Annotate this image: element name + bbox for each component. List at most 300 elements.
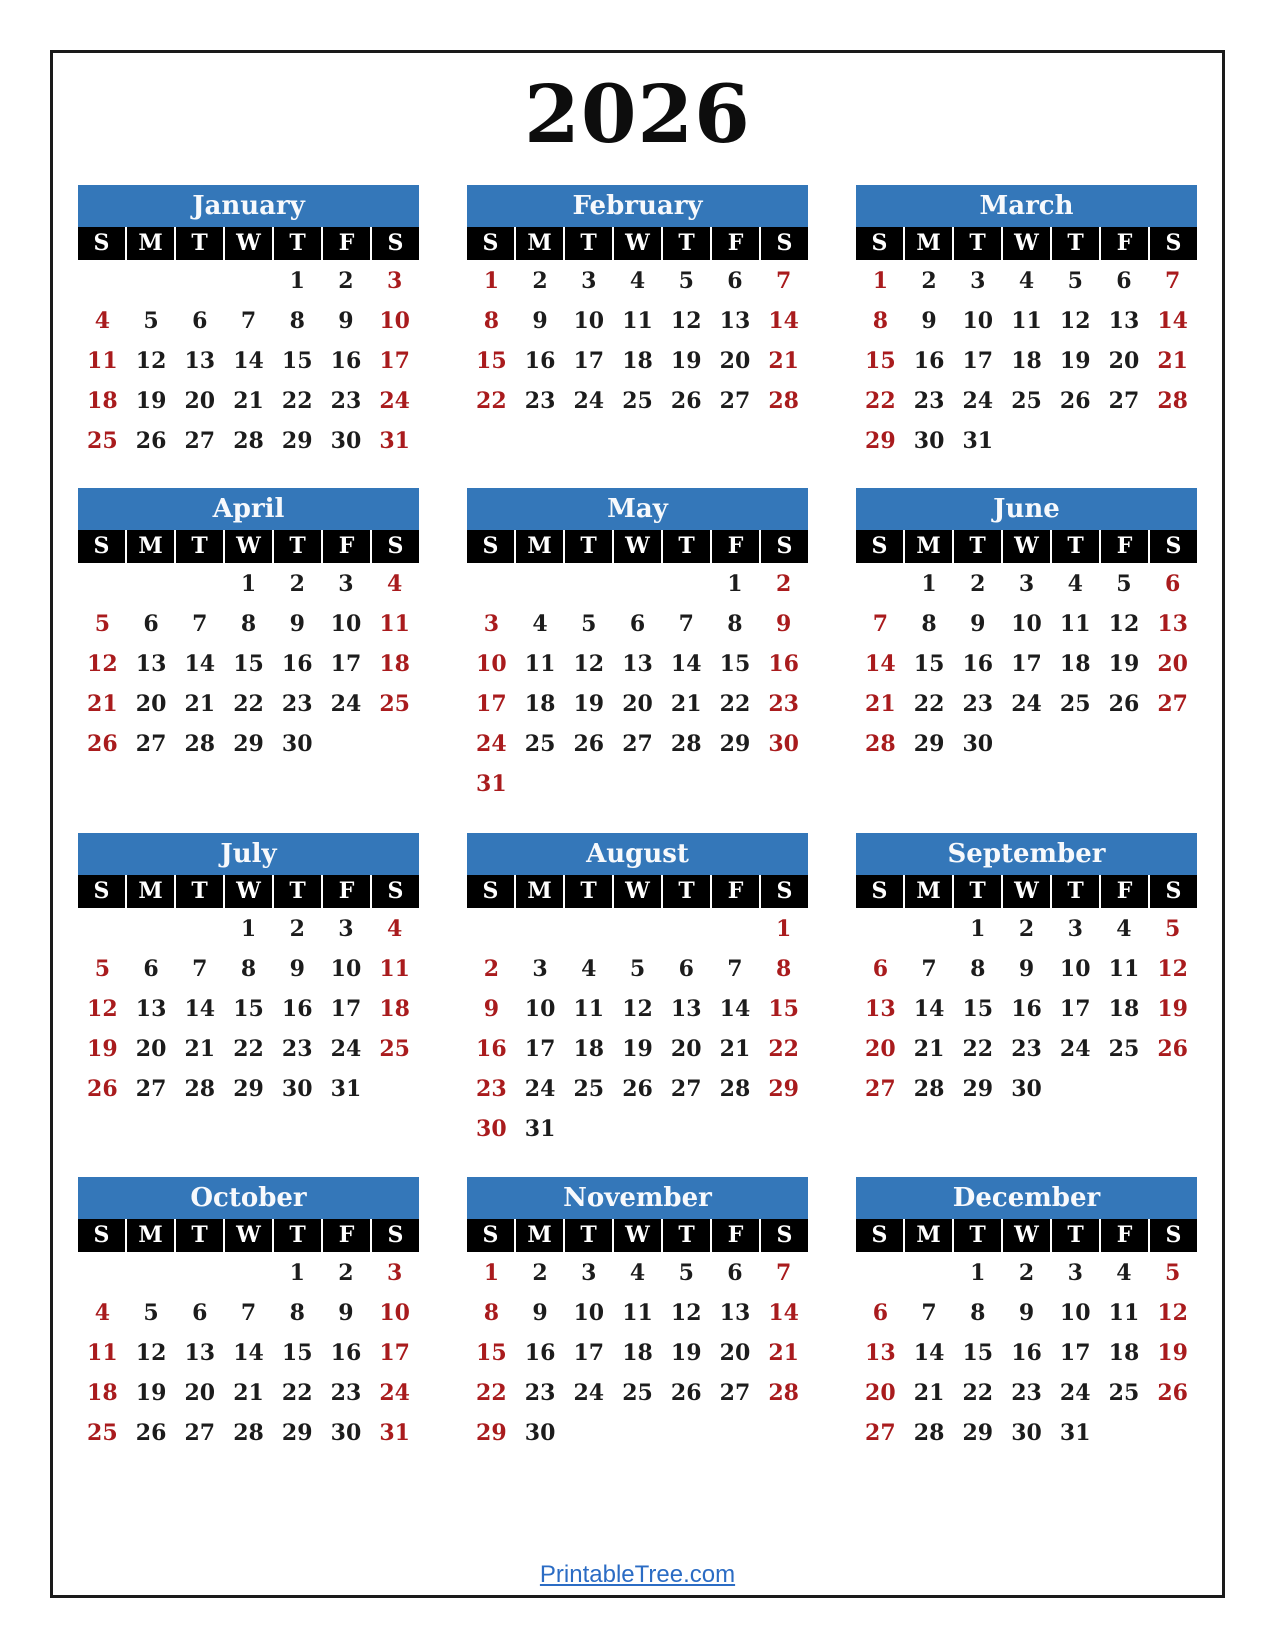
date-cell: 7 (921, 956, 937, 982)
date-cell: 24 (524, 1076, 556, 1102)
weekday-label: W (1001, 227, 1050, 260)
week-row (78, 1412, 419, 1452)
weekday-label: T (272, 530, 321, 563)
date-cell: 17 (1059, 996, 1091, 1022)
date-cell: 4 (581, 956, 597, 982)
weekday-label: M (903, 530, 952, 563)
month-band-1 (78, 185, 1197, 460)
weekday-label: S (759, 875, 808, 908)
date-cell: 8 (240, 611, 257, 637)
weekday-label: F (710, 875, 759, 908)
date-cell: 9 (776, 611, 792, 637)
month-title: October (78, 1177, 419, 1219)
date-cell: 11 (573, 996, 605, 1022)
month-title: September (856, 833, 1197, 875)
date-cell: 6 (872, 1300, 889, 1326)
date-cell: 4 (1116, 1260, 1132, 1286)
date-cell: 29 (913, 731, 945, 757)
date-cell-empty (613, 1108, 662, 1148)
weeks (856, 908, 1197, 1108)
week-row (856, 643, 1197, 683)
date-cell: 2 (289, 916, 305, 942)
date-cell-empty (564, 763, 613, 803)
date-cell: 31 (379, 1420, 410, 1446)
week-row (467, 763, 808, 803)
date-cell: 9 (970, 611, 986, 637)
date-cell: 9 (483, 996, 500, 1022)
date-cell: 19 (1108, 651, 1140, 677)
date-cell: 17 (573, 348, 605, 374)
date-cell: 3 (532, 956, 548, 982)
week-row (78, 988, 419, 1028)
date-cell: 11 (1011, 308, 1042, 334)
date-cell-empty (1148, 1068, 1197, 1108)
month-title: August (467, 833, 808, 875)
weekday-label: T (563, 227, 612, 260)
date-cell-empty (613, 563, 662, 603)
date-cell: 14 (865, 651, 896, 677)
date-cell: 30 (1011, 1420, 1042, 1446)
date-cell: 25 (1108, 1380, 1140, 1406)
date-cell: 2 (338, 1260, 354, 1286)
date-cell: 26 (573, 731, 605, 757)
date-cell-empty (662, 1108, 711, 1148)
date-cell: 21 (913, 1036, 945, 1062)
date-cell: 30 (1011, 1076, 1042, 1102)
weekday-label: T (1050, 227, 1099, 260)
date-cell: 22 (476, 388, 507, 414)
date-cell: 20 (184, 388, 216, 414)
date-cell: 15 (865, 348, 896, 374)
date-cell: 1 (872, 268, 889, 294)
date-cell: 25 (622, 1380, 653, 1406)
date-cell: 7 (776, 1260, 792, 1286)
date-cell: 16 (330, 1340, 362, 1366)
date-cell: 14 (913, 1340, 945, 1366)
date-cell: 18 (379, 996, 410, 1022)
date-cell: 25 (1059, 691, 1091, 717)
weekday-label: M (903, 1219, 952, 1252)
date-cell: 17 (379, 348, 410, 374)
date-cell: 31 (379, 428, 410, 454)
date-cell: 30 (913, 428, 945, 454)
footer-link[interactable]: PrintableTree.com (539, 1561, 736, 1588)
weekday-label: T (174, 227, 223, 260)
weeks (78, 563, 419, 763)
weekday-label: W (612, 530, 661, 563)
date-cell: 31 (524, 1116, 556, 1142)
week-row (467, 1332, 808, 1372)
date-cell: 20 (135, 691, 167, 717)
date-cell: 28 (768, 1380, 799, 1406)
date-cell-empty (662, 908, 711, 948)
month-september (856, 833, 1197, 1108)
weekday-label: M (903, 875, 952, 908)
date-cell: 13 (865, 1340, 896, 1366)
weekday-label: S (370, 875, 419, 908)
date-cell: 29 (962, 1420, 994, 1446)
date-cell: 6 (192, 1300, 208, 1326)
date-cell: 7 (240, 1300, 257, 1326)
date-cell: 8 (970, 1300, 986, 1326)
date-cell: 15 (476, 348, 507, 374)
weekday-label: M (514, 875, 563, 908)
date-cell: 22 (281, 388, 313, 414)
date-cell: 7 (727, 956, 743, 982)
week-row (467, 643, 808, 683)
week-row (78, 260, 419, 300)
date-cell: 8 (289, 1300, 305, 1326)
date-cell: 20 (865, 1380, 896, 1406)
weekday-row (78, 227, 419, 260)
date-cell: 22 (962, 1380, 994, 1406)
date-cell-empty (1100, 1412, 1149, 1452)
week-row (78, 1252, 419, 1292)
week-row (467, 1252, 808, 1292)
date-cell: 9 (532, 1300, 548, 1326)
week-row (467, 603, 808, 643)
week-row (467, 563, 808, 603)
date-cell: 16 (524, 1340, 556, 1366)
date-cell: 27 (865, 1076, 896, 1102)
date-cell-empty (370, 723, 419, 763)
date-cell: 26 (87, 1076, 118, 1102)
date-cell: 31 (476, 771, 507, 797)
date-cell: 4 (94, 308, 111, 334)
date-cell-empty (1148, 723, 1197, 763)
weekday-label: F (321, 1219, 370, 1252)
date-cell: 1 (921, 571, 937, 597)
date-cell: 22 (913, 691, 945, 717)
date-cell: 8 (483, 1300, 500, 1326)
date-cell: 26 (87, 731, 118, 757)
week-row (856, 260, 1197, 300)
date-cell: 1 (483, 1260, 500, 1286)
weekday-label: T (174, 530, 223, 563)
date-cell-empty (613, 1412, 662, 1452)
month-july (78, 833, 419, 1108)
date-cell: 27 (135, 731, 167, 757)
week-row (856, 1292, 1197, 1332)
date-cell: 16 (281, 651, 313, 677)
date-cell: 8 (240, 956, 257, 982)
week-row (856, 988, 1197, 1028)
date-cell: 18 (622, 1340, 653, 1366)
week-row (467, 1068, 808, 1108)
date-cell: 21 (768, 348, 799, 374)
weekday-label: W (223, 227, 272, 260)
week-row (856, 340, 1197, 380)
weekday-label: T (563, 1219, 612, 1252)
date-cell: 2 (483, 956, 500, 982)
week-row (856, 1372, 1197, 1412)
weekday-label: S (370, 227, 419, 260)
date-cell: 17 (1059, 1340, 1091, 1366)
date-cell-empty (711, 1412, 760, 1452)
date-cell: 15 (719, 651, 751, 677)
date-cell: 13 (719, 308, 751, 334)
date-cell: 8 (921, 611, 937, 637)
date-cell: 3 (581, 1260, 597, 1286)
date-cell: 3 (581, 268, 597, 294)
date-cell: 6 (143, 956, 159, 982)
week-row (467, 1108, 808, 1148)
date-cell: 9 (532, 308, 548, 334)
weekday-label: F (321, 875, 370, 908)
date-cell-empty (759, 1108, 808, 1148)
date-cell: 27 (719, 1380, 751, 1406)
week-row (467, 723, 808, 763)
weekday-label: S (93, 533, 110, 559)
date-cell: 20 (719, 1340, 751, 1366)
date-cell: 21 (1157, 348, 1188, 374)
weekday-label: W (612, 875, 661, 908)
date-cell: 22 (962, 1036, 994, 1062)
weekday-label: S (759, 530, 808, 563)
date-cell-empty (759, 1412, 808, 1452)
date-cell: 26 (135, 428, 167, 454)
date-cell: 3 (1067, 916, 1083, 942)
week-row (78, 908, 419, 948)
date-cell: 31 (330, 1076, 362, 1102)
date-cell-empty (711, 763, 760, 803)
month-title: May (467, 488, 808, 530)
date-cell: 6 (678, 956, 694, 982)
week-row (78, 723, 419, 763)
date-cell: 13 (135, 651, 167, 677)
weekday-label: S (871, 533, 888, 559)
date-cell: 10 (962, 308, 994, 334)
date-cell: 27 (719, 388, 751, 414)
date-cell: 18 (1108, 1340, 1140, 1366)
week-row (467, 1292, 808, 1332)
date-cell-empty (127, 563, 176, 603)
date-cell: 28 (233, 1420, 264, 1446)
week-row (856, 1252, 1197, 1292)
month-title: July (78, 833, 419, 875)
date-cell: 25 (1011, 388, 1042, 414)
calendar-page (50, 50, 1225, 1598)
date-cell: 19 (670, 1340, 702, 1366)
date-cell: 5 (94, 611, 111, 637)
date-cell: 1 (727, 571, 743, 597)
month-band-3 (78, 833, 1197, 1148)
week-row (78, 1372, 419, 1412)
date-cell: 12 (87, 996, 118, 1022)
date-cell: 21 (913, 1380, 945, 1406)
date-cell-empty (175, 908, 224, 948)
date-cell: 12 (670, 308, 702, 334)
date-cell: 8 (289, 308, 305, 334)
date-cell: 22 (719, 691, 751, 717)
date-cell: 14 (719, 996, 751, 1022)
date-cell: 30 (281, 731, 313, 757)
date-cell: 20 (1108, 348, 1140, 374)
date-cell: 30 (330, 1420, 362, 1446)
date-cell: 27 (622, 731, 653, 757)
date-cell: 31 (962, 428, 994, 454)
date-cell: 24 (330, 691, 362, 717)
date-cell: 21 (670, 691, 702, 717)
date-cell-empty (1100, 420, 1149, 460)
date-cell-empty (78, 1252, 127, 1292)
date-cell: 12 (135, 348, 167, 374)
date-cell-empty (516, 908, 565, 948)
weeks (856, 563, 1197, 763)
date-cell: 17 (330, 996, 362, 1022)
date-cell: 9 (338, 308, 354, 334)
date-cell: 7 (678, 611, 694, 637)
date-cell: 5 (678, 268, 694, 294)
weekday-label: F (1099, 1219, 1148, 1252)
date-cell: 20 (622, 691, 653, 717)
date-cell: 15 (233, 996, 264, 1022)
weekday-row (78, 530, 419, 563)
date-cell: 21 (719, 1036, 751, 1062)
weekday-label: T (661, 227, 710, 260)
date-cell: 6 (872, 956, 889, 982)
weekday-label: T (174, 875, 223, 908)
weekday-label: M (514, 530, 563, 563)
date-cell-empty (322, 723, 371, 763)
date-cell: 28 (865, 731, 896, 757)
date-cell: 24 (476, 731, 507, 757)
date-cell: 23 (281, 1036, 313, 1062)
date-cell: 17 (379, 1340, 410, 1366)
weekday-label: W (1001, 530, 1050, 563)
date-cell: 17 (524, 1036, 556, 1062)
date-cell-empty (564, 908, 613, 948)
date-cell: 12 (87, 651, 118, 677)
week-row (78, 603, 419, 643)
weekday-label: T (952, 1219, 1001, 1252)
weekday-row (467, 1219, 808, 1252)
date-cell: 9 (338, 1300, 354, 1326)
date-cell: 12 (573, 651, 605, 677)
date-cell-empty (1100, 723, 1149, 763)
date-cell-empty (175, 563, 224, 603)
date-cell: 5 (143, 308, 159, 334)
date-cell: 14 (768, 308, 799, 334)
month-march (856, 185, 1197, 460)
weeks (856, 260, 1197, 460)
date-cell: 24 (1011, 691, 1042, 717)
date-cell: 23 (330, 388, 362, 414)
weekday-label: S (482, 230, 499, 256)
date-cell: 29 (281, 1420, 313, 1446)
date-cell: 6 (143, 611, 159, 637)
date-cell: 29 (281, 428, 313, 454)
week-row (467, 908, 808, 948)
date-cell: 22 (281, 1380, 313, 1406)
date-cell: 7 (872, 611, 889, 637)
date-cell-empty (711, 1108, 760, 1148)
date-cell: 11 (87, 1340, 118, 1366)
date-cell: 2 (970, 571, 986, 597)
date-cell-empty (856, 908, 905, 948)
weekday-label: W (612, 1219, 661, 1252)
weekday-label: F (710, 530, 759, 563)
date-cell: 1 (970, 1260, 986, 1286)
date-cell: 5 (629, 956, 646, 982)
weekday-label: W (223, 530, 272, 563)
date-cell: 16 (962, 651, 994, 677)
weekday-label: T (952, 227, 1001, 260)
date-cell-empty (1002, 420, 1051, 460)
date-cell: 23 (330, 1380, 362, 1406)
date-cell: 11 (524, 651, 556, 677)
date-cell: 7 (1165, 268, 1181, 294)
date-cell: 9 (1018, 956, 1035, 982)
date-cell: 11 (622, 1300, 653, 1326)
date-cell: 26 (670, 1380, 702, 1406)
date-cell: 26 (1059, 388, 1091, 414)
date-cell: 15 (962, 996, 994, 1022)
date-cell: 8 (483, 308, 500, 334)
date-cell: 5 (1116, 571, 1132, 597)
date-cell: 15 (281, 1340, 313, 1366)
date-cell: 19 (1157, 1340, 1188, 1366)
date-cell: 23 (524, 1380, 556, 1406)
date-cell-empty (1051, 723, 1100, 763)
date-cell: 17 (1011, 651, 1042, 677)
date-cell: 6 (727, 1260, 743, 1286)
date-cell-empty (613, 763, 662, 803)
date-cell: 23 (476, 1076, 507, 1102)
date-cell: 20 (135, 1036, 167, 1062)
date-cell: 22 (476, 1380, 507, 1406)
weekday-label: W (223, 1219, 272, 1252)
weekday-label: S (1148, 1219, 1197, 1252)
date-cell: 8 (776, 956, 792, 982)
date-cell: 3 (970, 268, 986, 294)
date-cell: 26 (670, 388, 702, 414)
weeks (78, 1252, 419, 1452)
weekday-label: S (1148, 530, 1197, 563)
date-cell: 19 (670, 348, 702, 374)
date-cell: 2 (776, 571, 792, 597)
weekday-label: S (1148, 875, 1197, 908)
date-cell-empty (78, 260, 127, 300)
date-cell-empty (564, 1108, 613, 1148)
weekday-label: F (1099, 227, 1148, 260)
weekday-label: S (759, 227, 808, 260)
date-cell: 24 (962, 388, 994, 414)
date-cell: 30 (524, 1420, 556, 1446)
week-row (856, 1412, 1197, 1452)
date-cell: 21 (184, 691, 216, 717)
date-cell: 23 (962, 691, 994, 717)
date-cell-empty (905, 908, 954, 948)
weekday-label: S (759, 1219, 808, 1252)
date-cell-empty (905, 1252, 954, 1292)
date-cell: 23 (281, 691, 313, 717)
date-cell: 6 (1165, 571, 1181, 597)
week-row (78, 1332, 419, 1372)
date-cell: 11 (379, 956, 410, 982)
year-title: 2026 (524, 67, 751, 161)
weeks (467, 908, 808, 1148)
date-cell: 22 (865, 388, 896, 414)
date-cell: 14 (184, 651, 216, 677)
date-cell: 14 (768, 1300, 799, 1326)
date-cell: 1 (776, 916, 792, 942)
week-row (78, 1068, 419, 1108)
date-cell: 17 (962, 348, 994, 374)
month-may (467, 488, 808, 803)
date-cell-empty (1148, 420, 1197, 460)
month-band-4 (78, 1177, 1197, 1452)
